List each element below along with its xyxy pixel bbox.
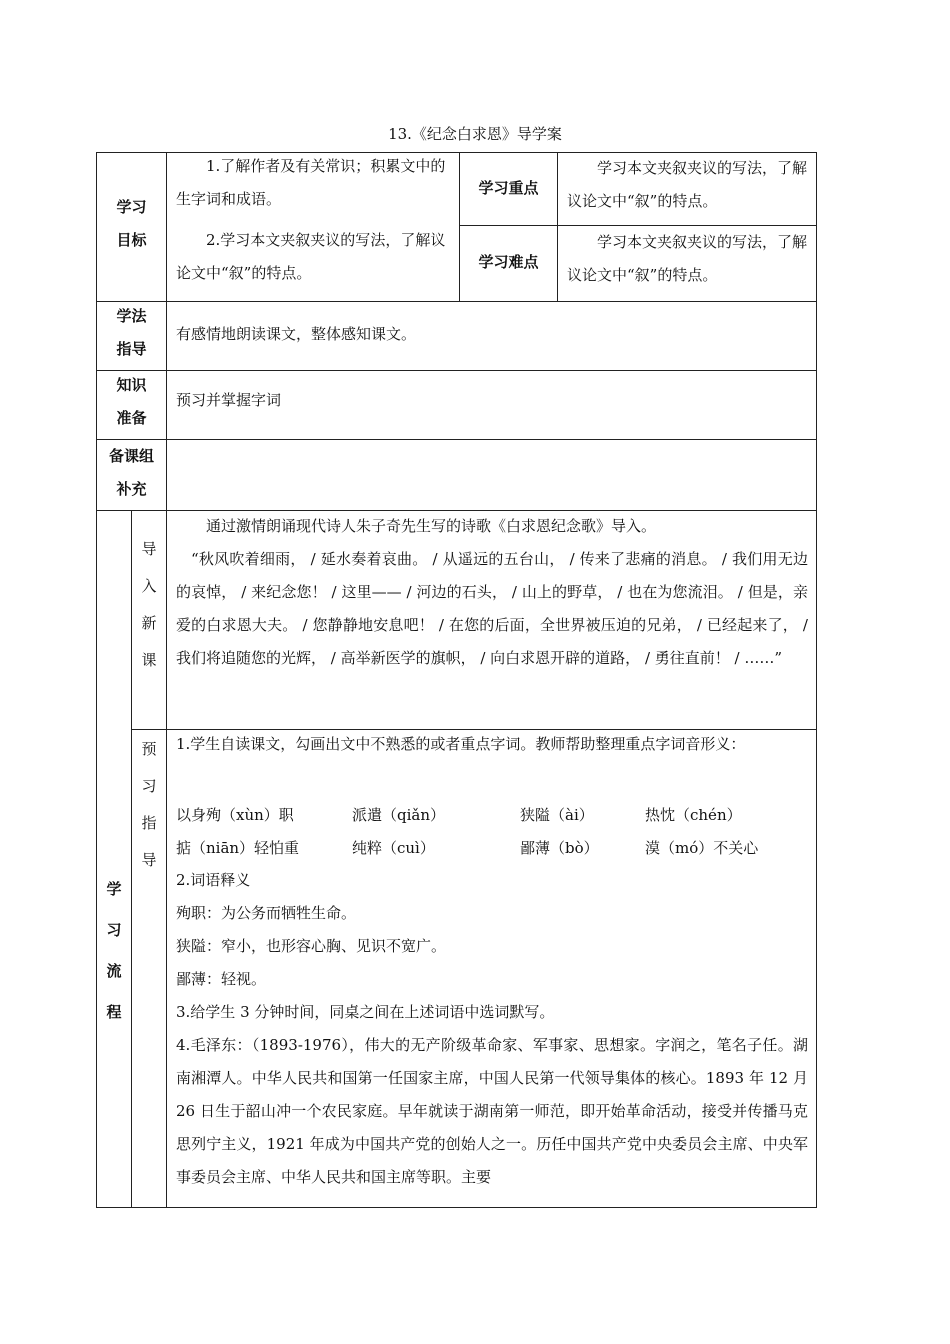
preview-p4: 4.毛泽东：（1893-1976），伟大的无产阶级革命家、军事家、思想家。字润之，笔名子任。湖南湘潭人。中华人民共和国第一任国家主席，中国人民第一代领导集体的核心。1893 年 12 月 26 日生于韶山冲一个农民家庭。早年就读于湖南第一师范，即开始革命活动，接受并传播马克思列宁主义，1921 年成为中国共产党的创始人之一。历任中国共产党中央委员会主席、中央军事委员会主席、中华人民共和国主席等职。主要 [176,1036,808,1186]
key-point-text: 学习本文夹叙夹议的写法，了解议论文中“叙”的特点。 [567,159,808,210]
method-text: 有感情地朗读课文，整体感知课文。 [176,325,417,343]
word-item: 热忱（chén） [645,806,742,824]
preview-p3: 3.给学生 3 分钟时间，同桌之间在上述词语中选词默写。 [176,1003,555,1021]
intro-label: 导 入 新 课 [141,540,157,669]
objectives-label: 学习 目标 [116,198,147,249]
word-item: 鄙薄（bò） [520,839,599,857]
intro-text: 通过激情朗诵现代诗人朱子奇先生写的诗歌《白求恩纪念歌》导入。 [206,517,657,535]
method-label: 学法 指导 [116,307,147,358]
word-item: 以身殉（xùn）职 [176,806,294,824]
page-title: 13.《纪念白求恩》导学案 [388,125,562,143]
word-item: 纯粹（cuì） [352,839,435,857]
knowledge-label: 知识 准备 [116,376,147,427]
supplement-label: 备课组 补充 [108,447,154,498]
definition-3: 鄙薄：轻视。 [176,970,267,988]
word-item: 漠（mó）不关心 [645,839,759,857]
definition-2: 狭隘：窄小，也形容心胸、见识不宽广。 [176,937,447,955]
objective-item-1: 1.了解作者及有关常识；积累文中的生字词和成语。 [176,157,446,208]
difficulty-label: 学习难点 [478,253,539,271]
objective-item-2: 2.学习本文夹叙夹议的写法，了解议论文中“叙”的特点。 [176,231,446,282]
difficulty-text: 学习本文夹叙夹议的写法，了解议论文中“叙”的特点。 [567,233,808,284]
knowledge-text: 预习并掌握字词 [176,391,282,409]
preview-label: 预 习 指 导 [141,740,157,869]
key-point-label: 学习重点 [478,179,539,197]
definition-1: 殉职：为公务而牺牲生命。 [176,904,357,922]
word-item: 狭隘（ài） [520,806,594,824]
process-label: 学 习 流 程 [106,880,122,1021]
word-item: 掂（niān）轻怕重 [176,839,300,857]
word-item: 派遣（qiǎn） [352,806,446,824]
preview-p2: 2.词语释义 [176,871,251,889]
intro-poem: “秋风吹着细雨， / 延水奏着哀曲。 / 从遥远的五台山， / 传来了悲痛的消息。 / 我们用无边的哀悼， / 来纪念您！ / 这里—— / 河边的石头， / 山上的野草， / 也在为您流泪。 / 但是，亲爱的白求恩大夫。 / 您静静地安息吧！ / 在您的后面，全世界被压迫的兄弟， / 已经起来了， / 我们将追随您的光辉， / 高举新医学的旗帜， / 向白求恩开辟的道路， / 勇往直前！ / ……” [176,550,808,667]
preview-p1: 1.学生自读课文，勾画出文中不熟悉的或者重点字词。教师帮助整理重点字词音形义： [176,735,746,753]
